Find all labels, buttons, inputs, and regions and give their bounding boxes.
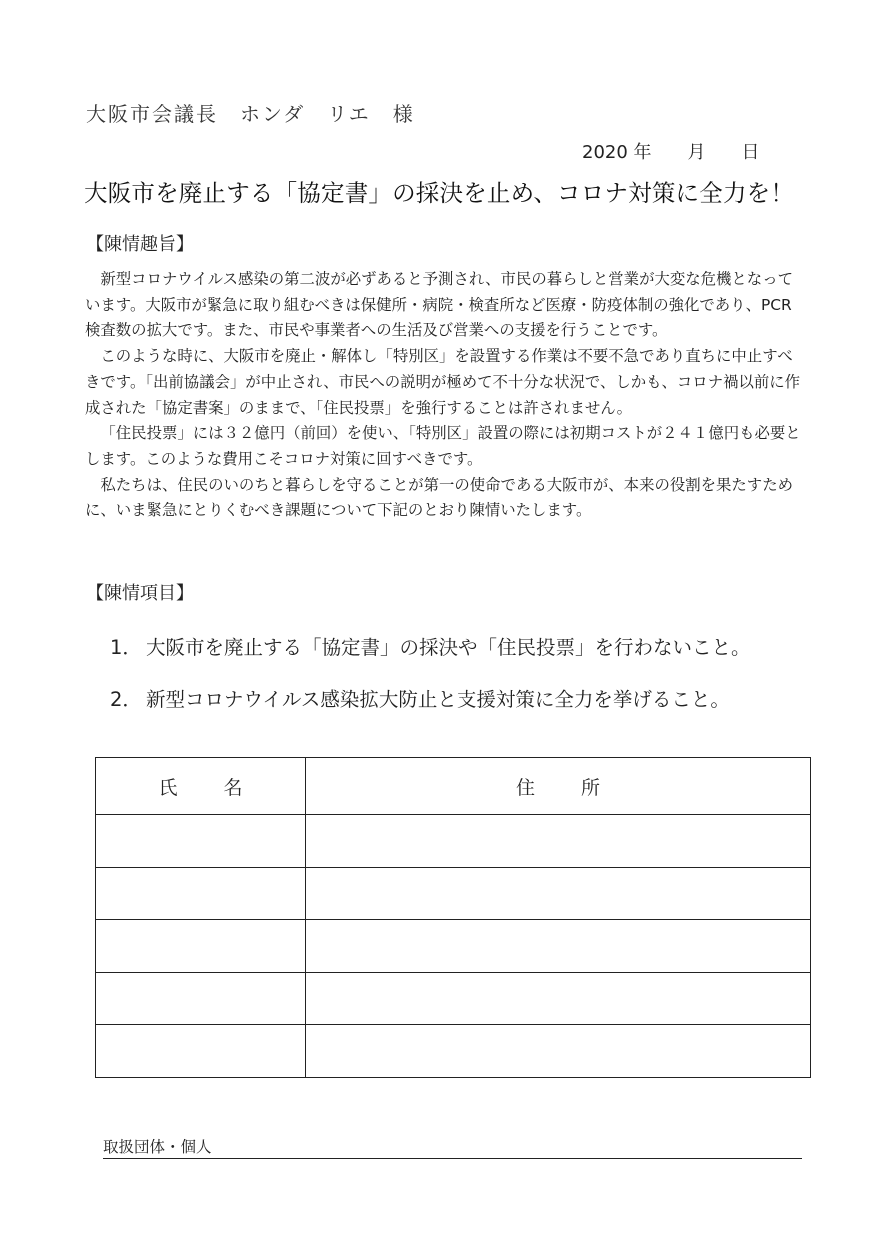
petition-item-number: 1． [110, 636, 142, 659]
name-cell[interactable] [96, 867, 306, 920]
handler-label: 取扱団体・個人 [103, 1138, 212, 1156]
address-cell[interactable] [306, 920, 811, 973]
address-cell[interactable] [306, 815, 811, 868]
name-cell[interactable] [96, 920, 306, 973]
signature-row [96, 815, 811, 868]
purpose-body [85, 267, 805, 524]
items-heading: 【陳情項目】 [86, 583, 194, 604]
addressee: 大阪市会議長 ホンダ リエ 様 [86, 102, 415, 126]
signature-row [96, 1025, 811, 1078]
purpose-paragraph-2: このような時に、大阪市を廃止・解体し「特別区」を設置する作業は不要不急であり直ちに中止すべきです。「出前協議会」が中止され、市民への説明が極めて不十分な状況で、しかも、コロナ禍以前に作成された「協定書案」のままで、「住民投票」を強行することは許されません。 [85, 347, 801, 417]
purpose-heading: 【陳情趣旨】 [86, 234, 194, 255]
name-cell[interactable] [96, 1025, 306, 1078]
signature-row [96, 867, 811, 920]
signature-row [96, 920, 811, 973]
name-cell[interactable] [96, 972, 306, 1025]
purpose-paragraph-1: 新型コロナウイルス感染の第二波が必ずあると予測され、市民の暮らしと営業が大変な危機となっています。大阪市が緊急に取り組むべきは保健所・病院・検査所など医療・防疫体制の強化であり、PCR 検査数の拡大です。また、市民や事業者への生活及び営業への支援を行うことです。 [85, 270, 793, 340]
document-title: 大阪市を廃止する「協定書」の採決を止め、コロナ対策に全力を！ [84, 179, 795, 207]
petition-item-text: 新型コロナウイルス感染拡大防止と支援対策に全力を挙げること。 [146, 688, 730, 711]
date-line: 2020 年 月 日 [582, 142, 760, 163]
petition-item-text: 大阪市を廃止する「協定書」の採決や「住民投票」を行わないこと。 [146, 636, 751, 659]
address-column-header: 住所 [306, 758, 811, 815]
address-cell[interactable] [306, 1025, 811, 1078]
signature-table-header [96, 758, 811, 815]
handler-line[interactable] [103, 1137, 802, 1159]
petition-item-2 [110, 684, 730, 712]
name-column-header: 氏名 [96, 758, 306, 815]
address-cell[interactable] [306, 972, 811, 1025]
name-cell[interactable] [96, 815, 306, 868]
petition-item-number: 2． [110, 688, 142, 711]
purpose-paragraph-3: 「住民投票」には３２億円（前回）を使い、「特別区」設置の際には初期コストが２４１億円も必要とします。このような費用こそコロナ対策に回すべきです。 [85, 424, 801, 468]
address-cell[interactable] [306, 867, 811, 920]
signature-table [95, 757, 811, 1078]
petition-item-1 [110, 632, 751, 660]
signature-row [96, 972, 811, 1025]
purpose-paragraph-4: 私たちは、住民のいのちと暮らしを守ることが第一の使命である大阪市が、本来の役割を果たすために、いま緊急にとりくむべき課題について下記のとおり陳情いたします。 [85, 475, 793, 520]
